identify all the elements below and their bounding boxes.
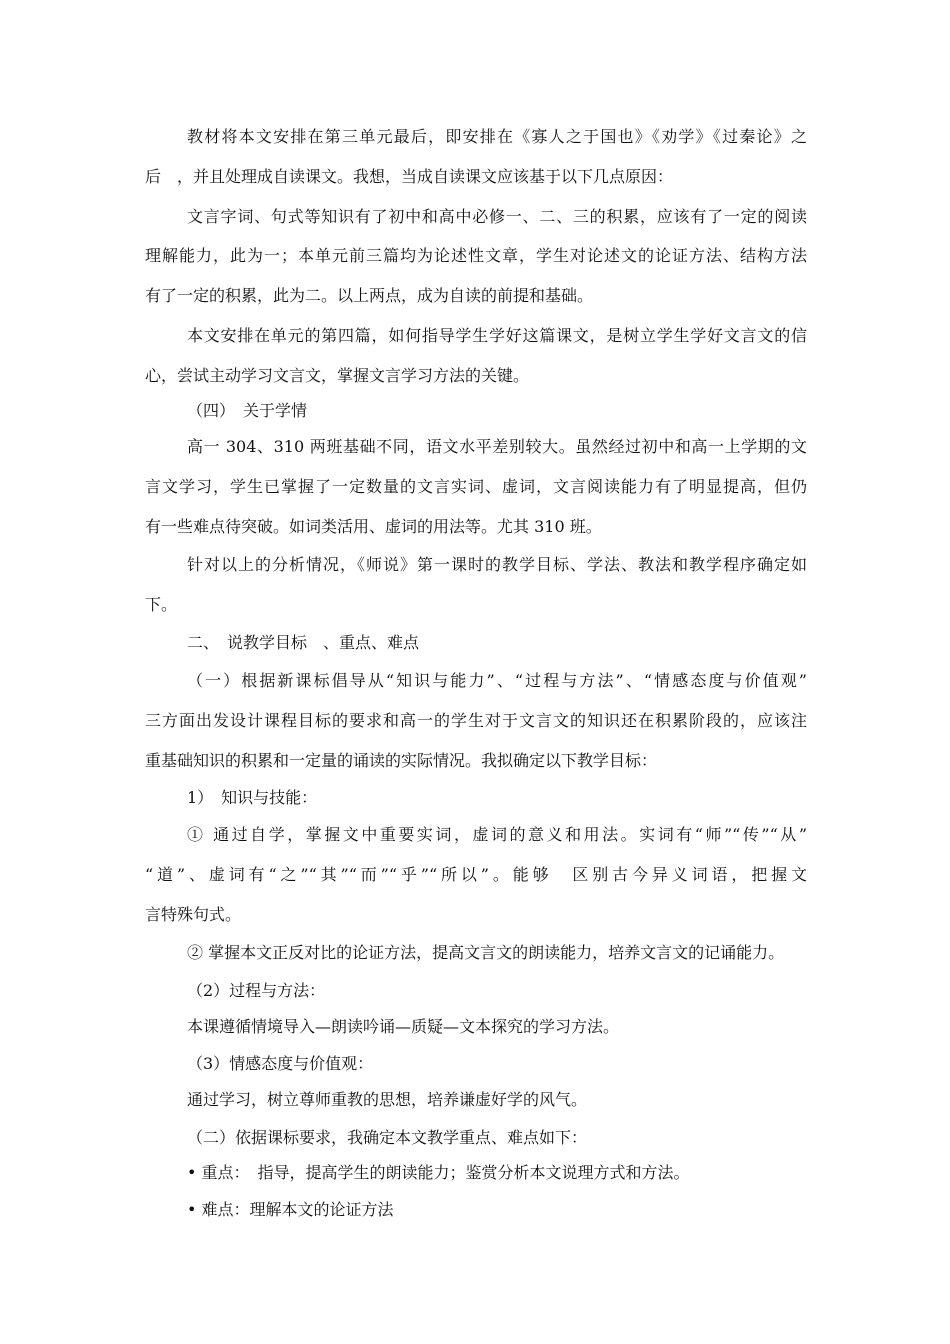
subheading: （2）过程与方法： (187, 981, 326, 1000)
paragraph-line: 本文安排在单元的第四篇，如何指导学生学好这篇课文，是树立学生学好文言文的信 (187, 326, 807, 345)
paragraph-line: 心，尝试主动学习文言文，掌握文言学习方法的关键。 (145, 366, 530, 385)
paragraph-line: 后 ，并且处理成自读课文。我想，当成自读课文应该基于以下几点原因： (145, 167, 674, 186)
bullet-item-difficulties: • 难点：理解本文的论证方法 (187, 1200, 394, 1219)
subheading: （3）情感态度与价值观： (187, 1054, 374, 1073)
paragraph-line: 文言字词、句式等知识有了初中和高中必修一、二、三的积累，应该有了一定的阅读 (187, 207, 807, 226)
section-heading: （四） 关于学情 (187, 401, 308, 420)
paragraph-line: 通过学习，树立尊师重教的思想，培养谦虚好学的风气。 (187, 1090, 588, 1109)
paragraph-line: 高一 304、310 两班基础不同，语文水平差别较大。虽然经过初中和高一上学期的文 (187, 437, 807, 456)
subheading: 1） 知识与技能： (187, 788, 318, 807)
paragraph-line: （一）根据新课标倡导从“知识与能力”、“过程与方法”、“情感态度与价值观” (187, 671, 807, 690)
paragraph-line: ① 通过自学，掌握文中重要实词，虚词的意义和用法。实词有“师”“传”“从” (187, 825, 807, 844)
paragraph-line: “道”、虚词有“之”“其”“而”“乎”“所以”。能够 区别古今异义词语，把握文 (145, 865, 807, 884)
paragraph-line: 有一些难点待突破。如词类活用、虚词的用法等。尤其 310 班。 (145, 517, 602, 536)
paragraph-line: 言特殊句式。 (145, 905, 242, 924)
paragraph-line: 教材将本文安排在第三单元最后，即安排在《寡人之于国也》《劝学》《过秦论》之 (187, 127, 807, 146)
paragraph-line: （二）依据课标要求，我确定本文教学重点、难点如下： (187, 1128, 588, 1147)
paragraph-line: 言文学习，学生已掌握了一定数量的文言实词、虚词，文言阅读能力有了明显提高，但仍 (145, 477, 807, 496)
paragraph-line: ② 掌握本文正反对比的论证方法，提高文言文的朗读能力，培养文言文的记诵能力。 (187, 943, 785, 962)
paragraph-line: 针对以上的分析情况，《师说》第一课时的教学目标、学法、教法和教学程序确定如 (187, 555, 807, 574)
paragraph-line: 本课遵循情境导入—朗读吟诵—质疑—文本探究的学习方法。 (187, 1017, 620, 1036)
paragraph-line: 理解能力，此为一；本单元前三篇均为论述性文章，学生对论述文的论证方法、结构方法 (145, 246, 807, 265)
section-heading: 二、 说教学目标 、重点、难点 (187, 633, 420, 652)
paragraph-line: 三方面出发设计课程目标的要求和高一的学生对于文言文的知识还在积累阶段的，应该注 (145, 711, 807, 730)
paragraph-line: 有了一定的积累，此为二。以上两点，成为自读的前提和基础。 (145, 286, 594, 305)
bullet-item-key-points: • 重点： 指导，提高学生的朗读能力；鉴赏分析本文说理方式和方法。 (187, 1163, 690, 1182)
paragraph-line: 下。 (145, 595, 178, 614)
paragraph-line: 重基础知识的积累和一定量的诵读的实际情况。我拟确定以下教学目标： (145, 751, 658, 770)
